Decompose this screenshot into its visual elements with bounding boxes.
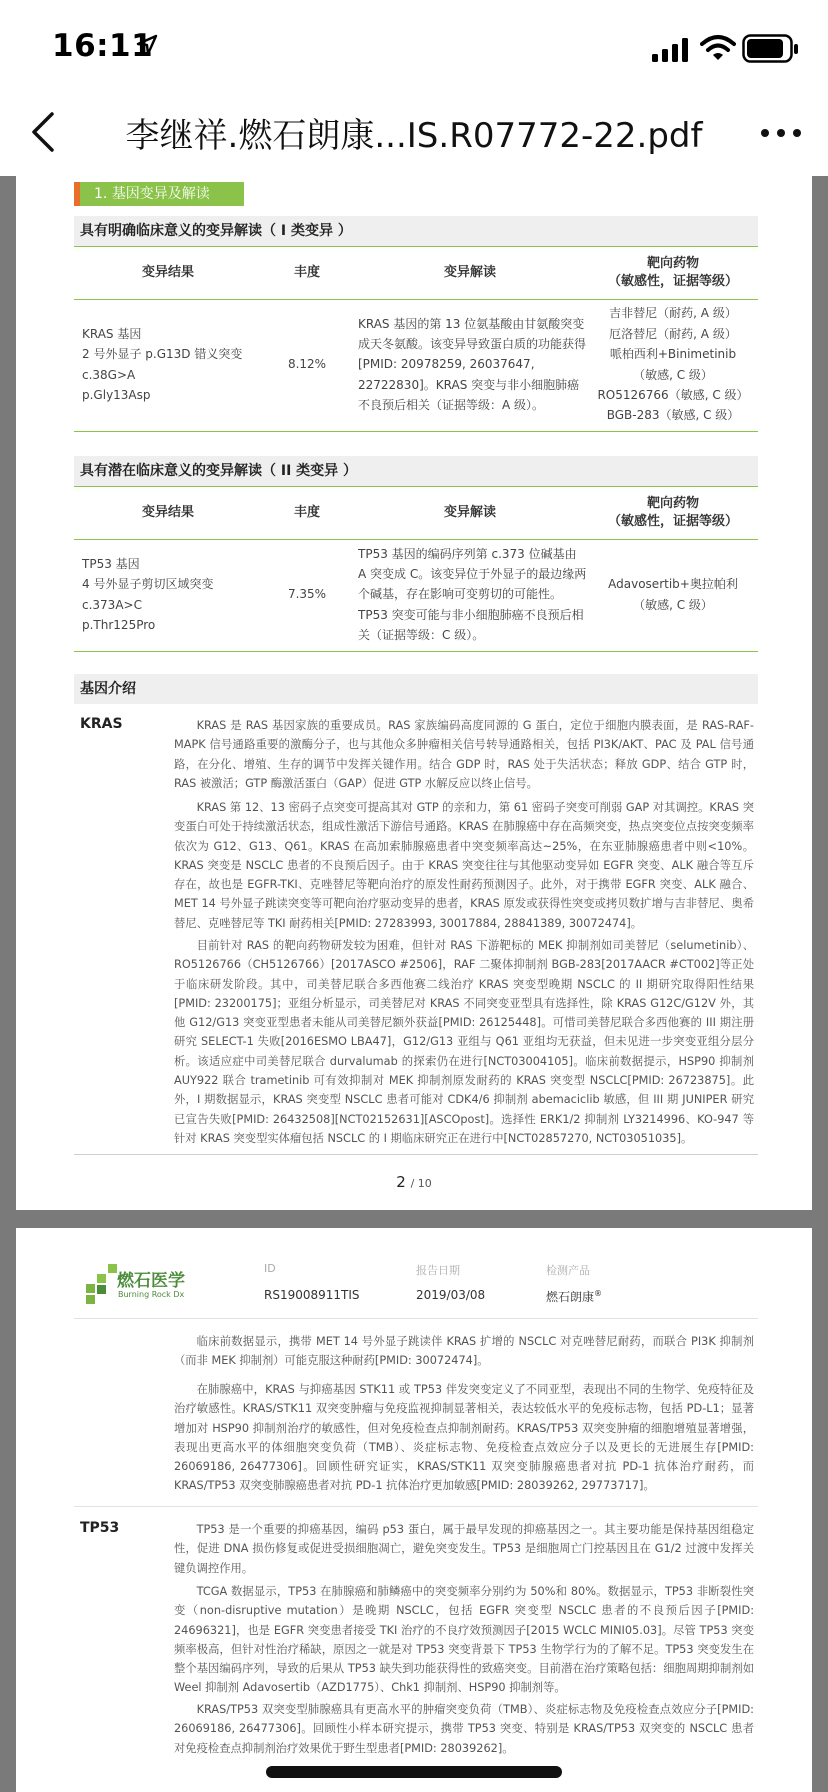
id-label: ID (264, 1262, 276, 1275)
table-row-kras (74, 298, 758, 432)
report-date-label: 报告日期 (416, 1264, 460, 1277)
nav-bar (0, 88, 828, 176)
pdf-page-3[interactable] (16, 1228, 812, 1792)
pdf-page-2[interactable] (16, 176, 812, 1210)
class2-table-title: 具有潜在临床意义的变异解读（ II 类变异 ） (74, 456, 758, 486)
tp53-drugs: Adavosertib+奥拉帕利 （敏感, C 级） (608, 577, 738, 612)
header-interpretation: 变异解读 (443, 265, 496, 281)
tp53-paragraph-1: TP53 是一个重要的抑癌基因，编码 p53 蛋白，属于最早发现的抑癌基因之一。其主要功能是保持基因组稳定性，促进 DNA 损伤修复或促进受损细胞凋亡，避免突变发生。TP53 是细胞周亡门控基因且在 G1/2 过渡中发挥关键负调控作用。 (174, 1523, 754, 1575)
gene-name-tp53: TP53 (80, 1520, 120, 1536)
header-drugs: 靶向药物 （敏感性，证据等级） (607, 256, 738, 289)
battery-icon (742, 34, 800, 64)
status-bar (0, 0, 828, 88)
header-result: 变异结果 (141, 505, 194, 521)
document-title: 李继祥.燃石朗康...IS.R07772-22.pdf (125, 116, 703, 156)
product-value: 燃石朗康® (546, 1289, 603, 1304)
kras-drugs: 吉非替尼（耐药, A 级） 厄洛替尼（耐药, A 级） 哌柏西利+Binimetinib （敏感, C 级） RO5126766（敏感, C 级） BGB-283（敏感, C 级） (597, 306, 749, 423)
wifi-icon (700, 34, 736, 62)
gene-intro-title: 基因介绍 (74, 674, 758, 704)
status-time: 16:11 (52, 28, 154, 64)
kras-abundance: 8.12% (287, 357, 327, 372)
kras-paragraph-4: 临床前数据显示，携带 MET 14 号外显子跳读伴 KRAS 扩增的 NSCLC 对克唑替尼耐药，而联合 PI3K 抑制剂（而非 MEK 抑制剂）可能克服这种耐药[PMID: 30072474]。 (174, 1335, 754, 1368)
kras-paragraph-5: 在肺腺癌中，KRAS 与抑癌基因 STK11 或 TP53 伴发突变定义了不同亚型，表现出不同的生物学、免疫特征及治疗敏感性。KRAS/STK11 双突变肿瘤与免疫监视抑制显著相关，表达较低水平的免疫标志物，包括 PD-L1；显著增加对 HSP90 抑制剂治疗的敏感性，但对免疫检查点抑制剂耐药。KRAS/TP53 双突变肿瘤的细胞增殖显著增强，表现出更高水平的体细胞突变负荷（TMB）、炎症标志物、免疫检查点效应分子以及更长的无进展生存[PMID: 26069186, 26477306]。回顾性研究证实，KRAS/STK11 双突变肺腺癌患者对抗 PD-1 抗体治疗耐药，而 KRAS/TP53 双突变肺腺癌患者对抗 PD-1 抗体治疗更加敏感[PMID: 28039262, 29773717]。 (174, 1383, 754, 1493)
product-label: 检测产品 (546, 1264, 590, 1277)
back-chevron-icon[interactable] (28, 110, 60, 154)
report-date-value: 2019/03/08 (416, 1288, 486, 1302)
kras-paragraph-3: 目前针对 RAS 的靶向药物研发较为困难，但针对 RAS 下游靶标的 MEK 抑制剂如司美替尼（selumetinib）、RO5126766（CH5126766）[2017ASCO #2506]，RAF 二聚体抑制剂 BGB-283[2017AACR #CT002]等正处于临床研发阶段。其中，司美替尼联合多西他赛二线治疗 KRAS 突变型晚期 NSCLC 的 II 期研究取得阳性结果[PMID: 23200175]；亚组分析显示，司美替尼对 KRAS 不同突变亚型具有选择性，除 KRAS G12C/G12V 外，其他 G12/G13 突变亚型患者未能从司美替尼额外获益[PMID: 26125448]。可惜司美替尼联合多西他赛的 III 期注册研究 SELECT-1 失败[2016ESMO LBA47]，G12/G13 亚组与 Q61 亚组均无获益，但未见进一步突变亚组分层分析。该适应症中司美替尼联合 durvalumab 的探索仍在进行[NCT03004105]。临床前数据提示，HSP90 抑制剂 AUY922 联合 trametinib 可有效抑制对 MEK 抑制剂原发耐药的 KRAS 突变型 NSCLC[PMID: 26723875]。此外，I 期数据显示，KRAS 突变型 NSCLC 患者可能对 CDK4/6 抑制剂 abemaciclib 敏感，但 III 期 JUNIPER 研究已宣告失败[PMID: 26432508][NCT02152631][ASCOpost]。选择性 ERK1/2 抑制剂 LY3214996、KO-947 等针对 KRAS 突变型实体瘤包括 NSCLC 的 I 期临床研究正在进行中[NCT02857270, NCT03051035]。 (174, 939, 754, 1145)
footer-divider (74, 1154, 758, 1155)
class1-table-title: 具有明确临床意义的变异解读（ I 类变异 ） (74, 216, 758, 246)
table-row-tp53 (74, 538, 758, 652)
kras-paragraph-2: KRAS 第 12、13 密码子点突变可提高其对 GTP 的亲和力，第 61 密码子突变可削弱 GAP 对其调控。KRAS 突变蛋白可处于持续激活状态，组成性激活下游信号通路。KRAS 在肺腺癌中存在高频突变，热点突变位点按突变频率依次为 G12、G13、Q61。KRAS 在高加索肺腺癌患者中突变频率高达~25%，在东亚肺腺癌患者中则<10%。KRAS 突变是 NSCLC 患者的不良预后因子。由于 KRAS 突变往往与其他驱动变异如 EGFR 突变、ALK 融合等互斥存在，故也是 EGFR-TKI、克唑替尼等靶向治疗的原发性耐药预测因子。此外，对于携带 EGFR 突变、ALK 融合、MET 14 号外显子跳读突变等可靶向治疗驱动变异的患者，KRAS 原发或获得性突变或拷贝数扩增与吉非替尼、奥希替尼、克唑替尼等 TKI 耐药相关[PMID: 27283993, 30017884, 28841389, 30072474]。 (174, 801, 754, 930)
location-arrow-icon (136, 34, 158, 56)
kras-paragraph-1: KRAS 是 RAS 基因家族的重要成员。RAS 家族编码高度同源的 G 蛋白，定位于细胞内膜表面，是 RAS-RAF-MAPK 信号通路重要的激酶分子，也与其他众多肿瘤相关信号转导通路相关，包括 PI3K/AKT、PAC 及 PAL 信号通路，在分化、增殖、生存的调节中发挥关键作用。结合 GDP 时，RAS 处于失活状态；释放 GDP、结合 GTP 时，RAS 被激活；GTP 酶激活蛋白（GAP）促进 GTP 水解反应以终止信号。 (174, 719, 754, 790)
header-result: 变异结果 (141, 265, 194, 281)
kras-result: KRAS 基因 2 号外显子 p.G13D 错义突变 c.38G>A p.Gly13Asp (82, 326, 243, 402)
kras-interpretation: KRAS 基因的第 13 位氨基酸由甘氨酸突变成天冬氨酸。该变异导致蛋白质的功能获得[PMID: 20978259, 26037647, 22722830]。KRAS 突变与非小细胞肺癌不良预后相关（证据等级：A 级）。 (358, 316, 587, 413)
header-drugs: 靶向药物 （敏感性，证据等级） (607, 496, 738, 529)
id-value: RS19008911TIS (264, 1288, 360, 1302)
header-divider (74, 1318, 758, 1319)
logo-english-name: Burning Rock Dx (118, 1290, 185, 1299)
section-divider (74, 1506, 758, 1507)
class2-table-header (74, 486, 758, 540)
class1-table-header (74, 246, 758, 300)
cellular-signal-icon (652, 38, 690, 62)
home-indicator[interactable] (266, 1766, 562, 1778)
tp53-paragraph-2: TCGA 数据显示，TP53 在肺腺癌和肺鳞癌中的突变频率分别约为 50%和 80%。数据显示，TP53 非断裂性突变（non-disruptive mutation）是晚期 NSCLC，包括 EGFR 突变型 NSCLC 患者的不良预后因子[PMID: 24696321]，也是 EGFR 突变患者接受 TKI 治疗的不良疗效预测因子[2015 WCLC MINI05.03]。尽管 TP53 突变频率极高，但针对性治疗稀缺，原因之一就是对 TP53 突变背景下 TP53 生物学行为的了解不足。TP53 突变发生在整个基因编码序列，导致的后果从 TP53 缺失到功能获得性的致癌突变。目前潜在治疗策略包括：细胞周期抑制剂如 Weel 抑制剂 Adavosertib（AZD1775）、Chk1 抑制剂、HSP90 抑制剂等。 (174, 1585, 754, 1695)
tp53-result: TP53 基因 4 号外显子剪切区域突变 c.373A>C p.Thr125Pro (82, 556, 214, 632)
header-abundance: 丰度 (293, 265, 320, 281)
header-abundance: 丰度 (293, 505, 320, 521)
logo-chinese-name: 燃石医学 (117, 1271, 185, 1291)
tp53-interpretation: TP53 基因的编码序列第 c.373 位碱基由 A 突变成 C。该变异位于外显子的最边缘两个碱基，存在影响可变剪切的可能性。TP53 突变可能与非小细胞肺癌不良预后相关（证据等级：C 级）。 (358, 546, 587, 643)
header-interpretation: 变异解读 (443, 505, 496, 521)
section-banner: 1. 基因变异及解读 (74, 182, 244, 206)
tp53-paragraph-3: KRAS/TP53 双突变型肺腺癌具有更高水平的肿瘤突变负荷（TMB）、炎症标志物及免疫检查点效应分子[PMID: 26069186, 26477306]。回顾性小样本研究提示，携带 TP53 突变、特别是 KRAS/TP53 双突变的 NSCLC 患者对免疫检查点抑制剂治疗效果优于野生型患者[PMID: 28039262]。 (174, 1703, 754, 1755)
gene-name-kras: KRAS (80, 716, 123, 732)
tp53-abundance: 7.35% (287, 587, 327, 602)
page-number: 2 / 10 (396, 1173, 432, 1191)
more-options-icon[interactable] (760, 128, 802, 138)
